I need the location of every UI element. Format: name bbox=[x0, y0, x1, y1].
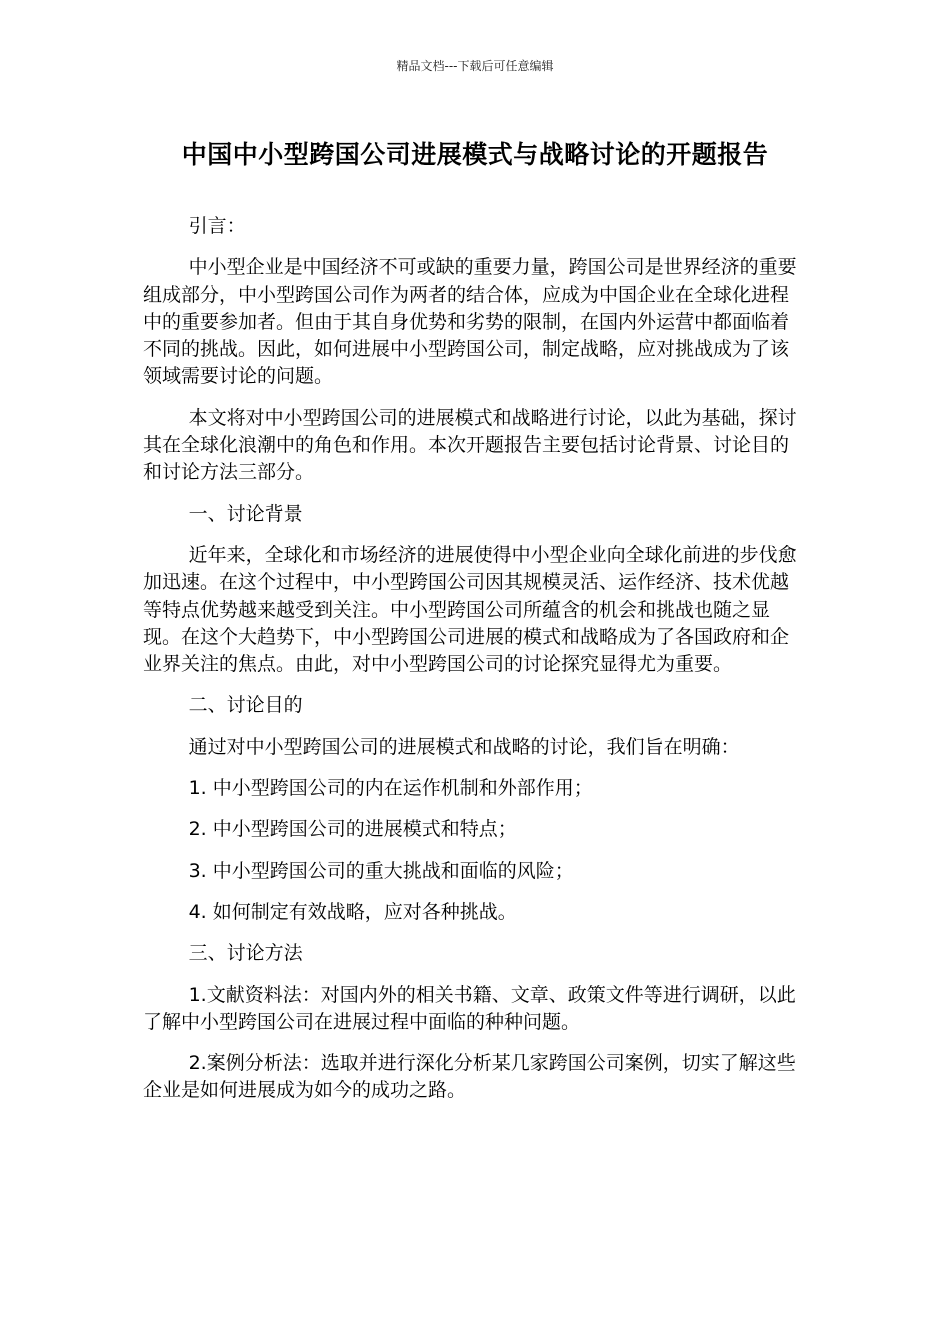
document-body bbox=[143, 213, 803, 1119]
purpose-item-1: 1. 中小型跨国公司的内在运作机制和外部作用； bbox=[188, 777, 593, 800]
document-title: 中国中小型跨国公司进展模式与战略讨论的开题报告 bbox=[181, 140, 769, 169]
purpose-item-2: 2. 中小型跨国公司的进展模式和特点； bbox=[188, 818, 517, 841]
method-item-2: 2.案例分析法：选取并进行深化分析某几家跨国公司案例，切实了解这些企业是如何进展成为如今的成功之路。 bbox=[143, 1052, 796, 1102]
background-paragraph: 近年来，全球化和市场经济的进展使得中小型企业向全球化前进的步伐愈加迅速。在这个过程中，中小型跨国公司因其规模灵活、运作经济、技术优越等特点优势越来越受到关注。中小型跨国公司所蕴含的机会和挑战也随之显现。在这个大趋势下，中小型跨国公司进展的模式和战略成为了各国政府和企业界关注的焦点。由此，对中小型跨国公司的讨论探究显得尤为重要。 bbox=[143, 543, 797, 676]
intro-paragraph-1: 中小型企业是中国经济不可或缺的重要力量，跨国公司是世界经济的重要组成部分，中小型跨国公司作为两者的结合体，应成为中国企业在全球化进程中的重要参加者。但由于其自身优势和劣势的限制，在国内外运营中都面临着不同的挑战。因此，如何进展中小型跨国公司，制定战略，应对挑战成为了该领域需要讨论的问题。 bbox=[143, 256, 797, 388]
section-heading-background: 一、讨论背景 bbox=[188, 502, 303, 525]
section-heading-purpose: 二、讨论目的 bbox=[188, 694, 303, 717]
purpose-intro: 通过对中小型跨国公司的进展模式和战略的讨论，我们旨在明确： bbox=[188, 735, 740, 758]
method-item-1: 1.文献资料法：对国内外的相关书籍、文章、政策文件等进行调研，以此了解中小型跨国公司在进展过程中面临的种种问题。 bbox=[143, 983, 796, 1033]
section-heading-method: 三、讨论方法 bbox=[188, 942, 303, 965]
intro-paragraph-2: 本文将对中小型跨国公司的进展模式和战略进行讨论，以此为基础，探讨其在全球化浪潮中的角色和作用。本次开题报告主要包括讨论背景、讨论目的和讨论方法三部分。 bbox=[143, 406, 797, 484]
intro-heading: 引言： bbox=[188, 215, 246, 237]
header-note: 精品文档---下载后可任意编辑 bbox=[396, 59, 554, 73]
purpose-item-4: 4. 如何制定有效战略，应对各种挑战。 bbox=[188, 900, 517, 923]
purpose-item-3: 3. 中小型跨国公司的重大挑战和面临的风险； bbox=[188, 859, 574, 882]
